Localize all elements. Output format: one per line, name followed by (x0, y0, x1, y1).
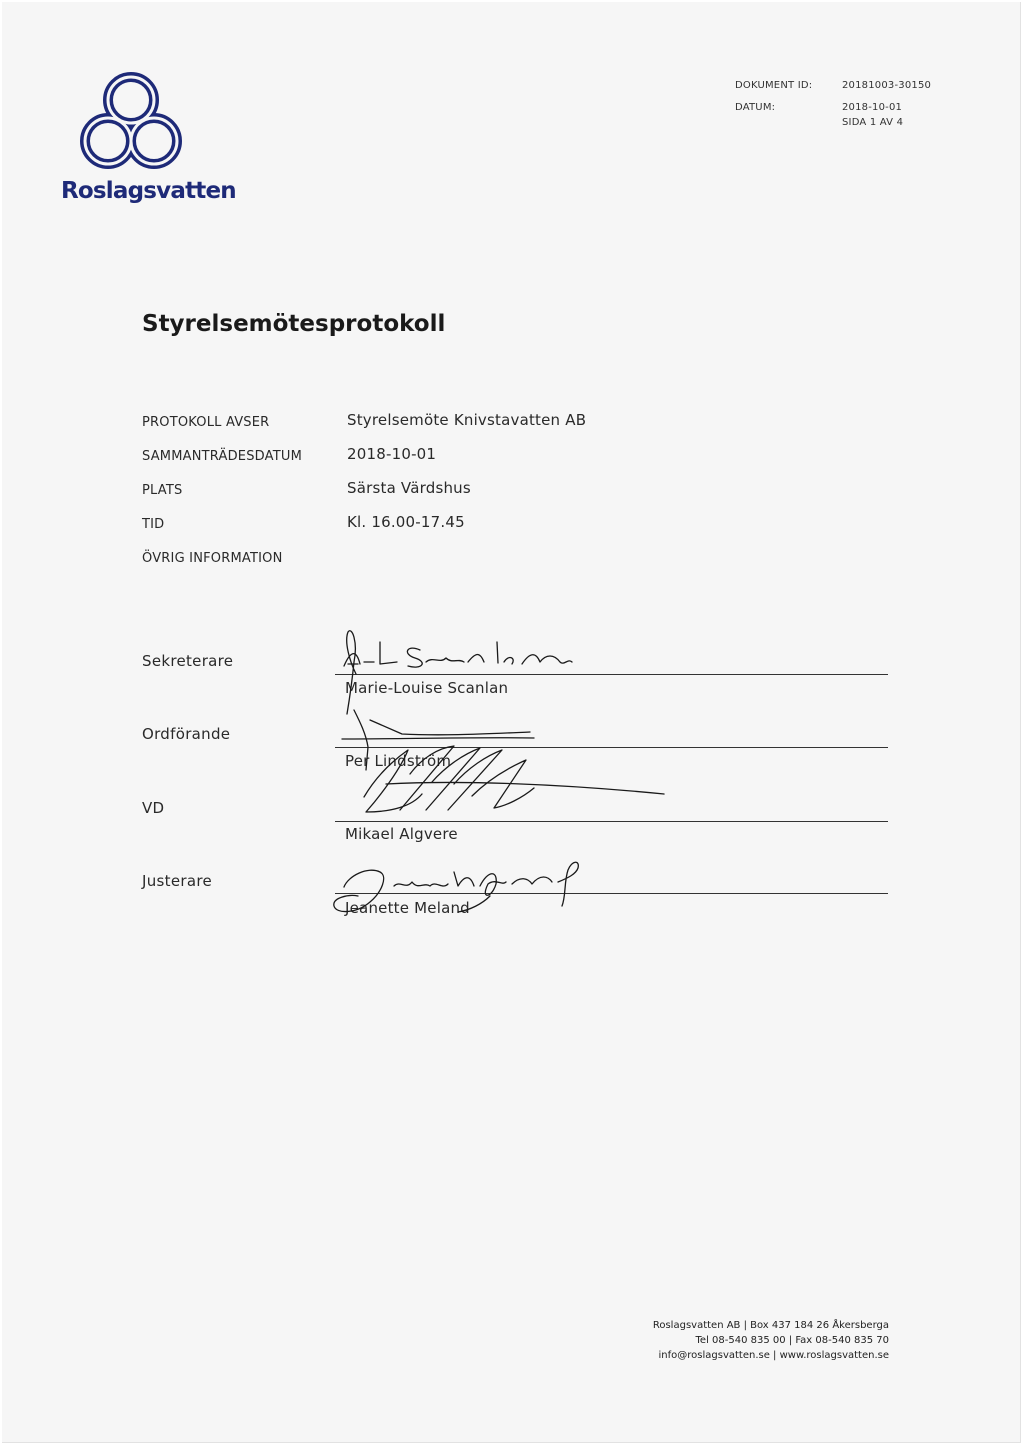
signer-name-vd: Mikael Algvere (345, 825, 458, 843)
footer-phone: Tel 08-540 835 00 | Fax 08-540 835 70 (695, 1335, 889, 1346)
info-value-protokoll-avser: Styrelsemöte Knivstavatten AB (347, 411, 587, 429)
page-number: SIDA 1 AV 4 (842, 117, 904, 128)
signature-line-sekreterare (335, 674, 888, 675)
signature-line-vd (335, 821, 888, 822)
info-value-tid: Kl. 16.00-17.45 (347, 513, 465, 531)
role-vd: VD (142, 799, 165, 817)
footer-contact: info@roslagsvatten.se | www.roslagsvatten.se (658, 1350, 889, 1361)
page-title: Styrelsemötesprotokoll (142, 311, 446, 337)
roslagsvatten-trefoil-icon (76, 68, 186, 178)
role-sekreterare: Sekreterare (142, 652, 234, 670)
doc-id-label: DOKUMENT ID: (735, 80, 813, 91)
role-ordforande: Ordförande (142, 725, 231, 743)
date-value: 2018-10-01 (842, 102, 903, 113)
role-justerare: Justerare (142, 872, 212, 890)
signature-line-ordforande (335, 747, 888, 748)
info-label-ovrig-information: ÖVRIG INFORMATION (142, 551, 283, 566)
info-label-tid: TID (142, 517, 165, 532)
handwritten-signatures (2, 2, 1020, 1442)
signer-name-justerare: Jeanette Meland (345, 899, 470, 917)
info-label-plats: PLATS (142, 483, 183, 498)
signer-name-ordforande: Per Lindström (345, 752, 452, 770)
signature-sekreterare (344, 631, 572, 714)
info-value-sammantradesdatum: 2018-10-01 (347, 445, 437, 463)
footer-address: Roslagsvatten AB | Box 437 184 26 Åkersberga (652, 1320, 889, 1331)
doc-id-value: 20181003-30150 (842, 80, 932, 91)
info-label-sammantradesdatum: SAMMANTRÄDESDATUM (142, 449, 302, 464)
date-label: DATUM: (735, 102, 776, 113)
signature-line-justerare (335, 893, 888, 894)
info-label-protokoll-avser: PROTOKOLL AVSER (142, 415, 270, 430)
signer-name-sekreterare: Marie-Louise Scanlan (345, 679, 509, 697)
company-logo-name: Roslagsvatten (61, 178, 236, 204)
document-page (2, 2, 1021, 1443)
info-value-plats: Särsta Värdshus (347, 479, 471, 497)
